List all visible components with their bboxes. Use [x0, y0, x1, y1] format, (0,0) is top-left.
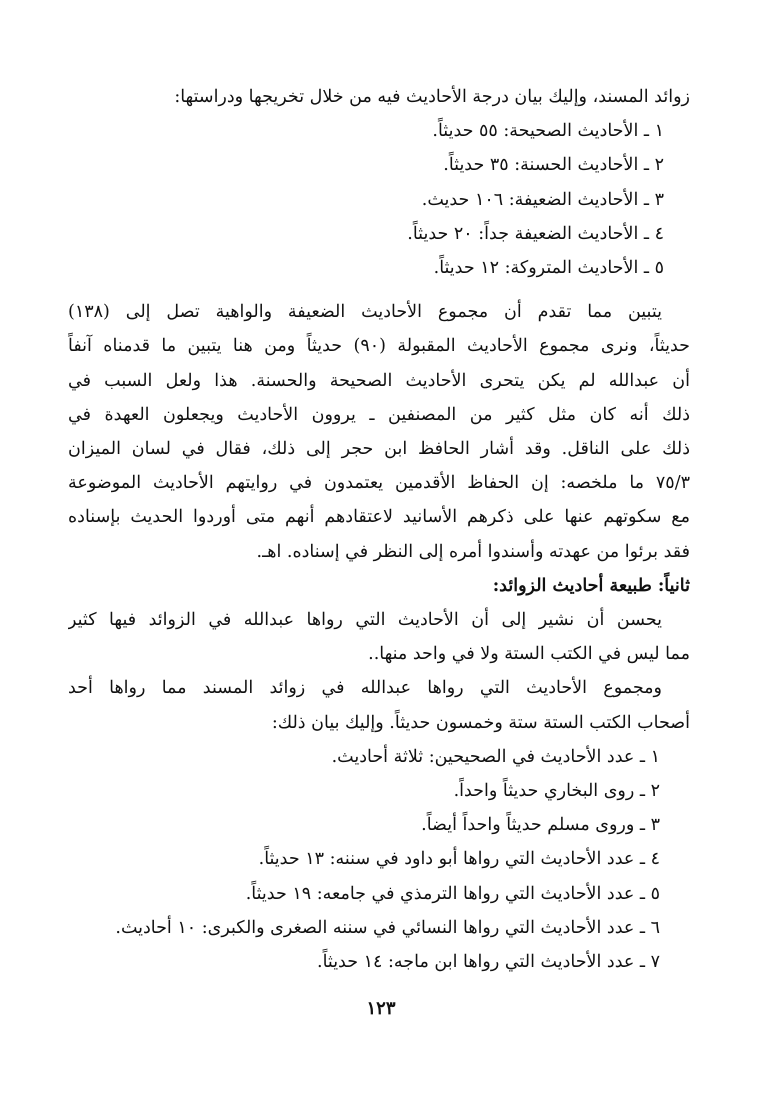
page-number: ١٢٣	[366, 998, 396, 1019]
list-item: ٧ ـ عدد الأحاديث التي رواها ابن ماجه: ١٤ حديثاً.	[317, 952, 660, 973]
list-item: ٦ ـ عدد الأحاديث التي رواها النسائي في سننه الصغرى والكبرى: ١٠ أحاديث.	[115, 917, 660, 938]
text-line: ذلك على الناقل. وقد أشار الحافظ ابن حجر إلى ذلك، فقال في لسان الميزان	[68, 439, 690, 460]
text-line: أن عبدالله لم يكن يتحرى الأحاديث الصحيحة والحسنة. هذا ولعل السبب في	[68, 370, 690, 391]
conclusion-paragraph	[68, 295, 690, 569]
list-item: ١ ـ عدد الأحاديث في الصحيحين: ثلاثة أحاديث.	[331, 746, 660, 767]
text-line: زوائد المسند، وإليك بيان درجة الأحاديث فيه من خلال تخريجها ودراستها:	[174, 87, 690, 107]
total-paragraph	[68, 671, 690, 739]
text-line: حديثاً، ونرى مجموع الأحاديث المقبولة (٩٠) حديثاً ومن هنا يتبين ما قدمناه آنفاً	[68, 336, 690, 357]
grades-list	[68, 114, 690, 285]
list-item: ١ ـ الأحاديث الصحيحة: ٥٥ حديثاً.	[432, 121, 664, 142]
text-line: ومجموع الأحاديث التي رواها عبدالله في زوائد المسند مما رواها أحد	[68, 678, 662, 699]
text-line: يحسن أن نشير إلى أن الأحاديث التي رواها عبدالله في الزوائد فيها كثير	[68, 610, 662, 631]
list-item: ٥ ـ عدد الأحاديث التي رواها الترمذي في جامعه: ١٩ حديثاً.	[245, 883, 660, 904]
text-line: ذلك أنه كان مثل كثير من المصنفين ـ يروون الأحاديث ويجعلون العهدة في	[68, 404, 690, 425]
counts-list	[68, 740, 690, 979]
list-item: ٤ ـ عدد الأحاديث التي رواها أبو داود في سننه: ١٣ حديثاً.	[258, 849, 660, 870]
list-item: ٥ ـ الأحاديث المتروكة: ١٢ حديثاً.	[433, 258, 664, 279]
list-item: ٣ ـ وروى مسلم حديثاً واحداً أيضاً.	[421, 815, 660, 836]
text-line: مما ليس في الكتب الستة ولا في واحد منها..	[368, 644, 690, 665]
text-line: ٧٥/٣ ما ملخصه: إن الحفاظ الأقدمين يعتمدون في روايتهم الأحاديث الموضوعة	[68, 473, 690, 494]
page-body	[68, 80, 690, 979]
list-item: ٤ ـ الأحاديث الضعيفة جداً: ٢٠ حديثاً.	[407, 223, 664, 244]
text-line: فقد برئوا من عهدته وأسندوا أمره إلى النظر في إسناده. اهـ.	[256, 541, 690, 562]
text-line: مع سكوتهم عنها على ذكرهم الأسانيد لاعتقادهم أنهم متى أوردوا الحديث بإسناده	[68, 507, 690, 528]
nature-paragraph	[68, 603, 690, 671]
list-item: ٢ ـ الأحاديث الحسنة: ٣٥ حديثاً.	[443, 155, 664, 176]
intro-paragraph	[68, 80, 690, 114]
section-heading: ثانياً: طبيعة أحاديث الزوائد:	[492, 575, 690, 596]
list-item: ٢ ـ روى البخاري حديثاً واحداً.	[453, 781, 660, 802]
text-line: أصحاب الكتب الستة ستة وخمسون حديثاً. وإليك بيان ذلك:	[271, 712, 690, 733]
list-item: ٣ ـ الأحاديث الضعيفة: ١٠٦ حديث.	[421, 189, 664, 210]
text-line: يتبين مما تقدم أن مجموع الأحاديث الضعيفة والواهية تصل إلى (١٣٨)	[68, 302, 662, 323]
